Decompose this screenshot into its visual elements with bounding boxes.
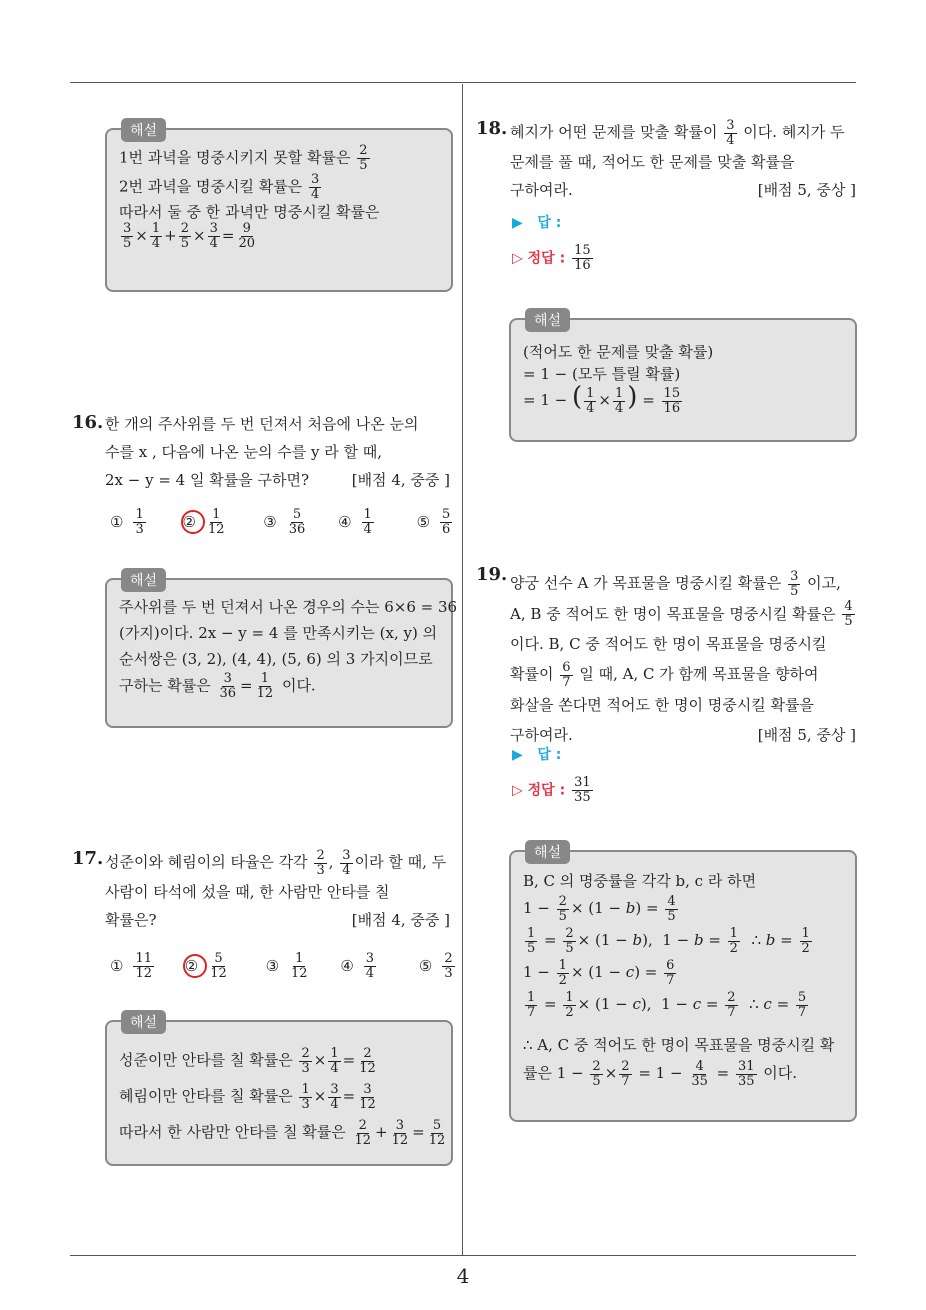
choice-3[interactable]: ③ $\frac{5}{36}$ (263, 507, 306, 537)
choice-1[interactable]: ① $\frac{11}{12}$ (110, 951, 152, 981)
answer-circle-icon (183, 954, 207, 978)
choice-5[interactable]: ⑤ $\frac{5}{6}$ (416, 507, 451, 537)
question-18-number: 18. (476, 118, 508, 139)
explanation-box-18: 해설 (적어도 한 문제를 맞출 확률) = 1 − (모두 틀릴 확률) = 1 − ( $\frac{1}{4}$ × $\frac{1}{4}$ ) = $\frac{15}{16}$ (509, 318, 857, 442)
choice-3[interactable]: ③ $\frac{1}{12}$ (265, 951, 308, 981)
explanation-line: 따라서 둘 중 한 과녁만 명중시킬 확률은 (119, 203, 380, 221)
explanation-box-19: 해설 B, C 의 명중률을 각각 b, c 라 하면 1 − $\frac{2}{5}$ × (1 − b) = $\frac{4}{5}$ $\frac{1}{5}$ = $\frac{2}{5}$ × (1 − b), 1 − b = $\frac{1}{2}$ ∴ b = $\frac{1}{2}$ 1 − $\frac{1}{2}$ × (1 − c) = $\frac{6}{7}$ $\frac{1}{7}$ = $\frac{1}{2}$ × (1 − c), 1 − c = $\frac{2}{7}$ ∴ c = $\frac{5}{7}$ ∴ A, C 중 적어도 한 명이 목표물을 명중시킬 확 률은 1 − $\frac{2}{5}$ × $\frac{2}{7}$ = 1 − $\frac{4}{35}$ = $\frac{31}{35}$ 이다. (509, 850, 857, 1122)
explanation-box-17: 해설 성준이만 안타를 칠 확률은 $\frac{2}{3}$ × $\frac{1}{4}$ = $\frac{2}{12}$ 혜림이만 안타를 칠 확률은 $\frac{1}{3}$ × $\frac{3}{4}$ = $\frac{3}{12}$ 따라서 한 사람만 안타를 칠 확률은 $\frac{2}{12}$ + $\frac{3}{12}$ = $\frac{5}{12}$ (105, 1020, 453, 1166)
question-16-choices[interactable] (110, 508, 454, 537)
question-19-meta: [배점 5, 중상 ] (757, 725, 856, 744)
question-19-number: 19. (476, 564, 508, 585)
question-16-text: 한 개의 주사위를 두 번 던져서 처음에 나온 눈의 수를 x , 다음에 나온 눈의 수를 y 라 할 때, 2x − y = 4 일 확률을 구하면? [배점 4, 중중 ] (105, 410, 450, 494)
choice-2[interactable]: ② $\frac{1}{12}$ (182, 507, 225, 537)
choice-4[interactable]: ④ $\frac{3}{4}$ (340, 951, 375, 981)
choice-1[interactable]: ① $\frac{1}{3}$ (110, 507, 144, 537)
question-18-text: 혜지가 어떤 문제를 맞출 확률이 $\frac{3}{4}$ 이다. 혜지가 두 문제를 풀 때, 적어도 한 문제를 맞출 확률을 구하여라. [배점 5, 중상 ] (510, 118, 856, 204)
explanation-tag: 해설 (121, 1010, 166, 1034)
explanation-line: 2번 과녁을 명중시킬 확률은 (119, 177, 303, 196)
question-17-number: 17. (72, 848, 104, 869)
choice-2[interactable]: ② $\frac{5}{12}$ (184, 951, 227, 981)
choice-4[interactable]: ④ $\frac{1}{4}$ (338, 507, 372, 537)
explanation-box-15: 해설 1번 과녁을 명중시키지 못할 확률은 $\frac{2}{5}$ 2번 과녁을 명중시킬 확률은 $\frac{3}{4}$ 따라서 둘 중 한 과녁만 명중시킬 확률은 $\frac{3}{5}$ × $\frac{1}{4}$ + $\frac{2}{5}$ × $\frac{3}{4}$ = $\frac{9}{20}$ (105, 128, 453, 292)
explanation-box-16: 해설 주사위를 두 번 던져서 나온 경우의 수는 6×6 = 36 (가지)이다. 2x − y = 4 를 만족시키는 (x, y) 의 순서쌍은 (3, 2), (4, 4), (5, 6) 의 3 가지이므로 구하는 확률은 $\frac{3}{36}$ = $\frac{1}{12}$ 이다. (105, 578, 453, 728)
choice-5[interactable]: ⑤ $\frac{2}{3}$ (418, 951, 453, 981)
explanation-tag: 해설 (525, 308, 570, 332)
answer-field-19[interactable]: ▶ 답 : (512, 747, 562, 763)
play-icon: ▶ (512, 215, 523, 231)
triangle-outline-icon: ▷ (512, 782, 523, 799)
question-19-text: 양궁 선수 A 가 목표물을 명중시킬 확률은 $\frac{3}{5}$ 이고, A, B 중 적어도 한 명이 목표물을 명중시킬 확률은 $\frac{4}{5}$ 이다. B, C 중 적어도 한 명이 목표물을 명중시킬 확률이 $\frac{6}{7}$ 일 때, A, C 가 함께 목표물을 향하여 화살을 쏜다면 적어도 한 명이 명중시킬 확률을 구하여라. [배점 5, 중상 ] (510, 568, 856, 750)
correct-answer-18: ▷ 정답 : $\frac{15}{16}$ (512, 243, 591, 273)
question-16-number: 16. (72, 412, 104, 433)
answer-circle-icon (181, 510, 205, 534)
answer-field-18[interactable]: ▶ 답 : (512, 215, 562, 231)
page-number: 4 (456, 1264, 470, 1288)
play-icon: ▶ (512, 747, 523, 763)
question-17-meta: [배점 4, 중중 ] (351, 910, 450, 929)
explanation-tag: 해설 (121, 568, 166, 592)
bottom-rule (70, 1255, 856, 1256)
top-rule (70, 82, 856, 83)
question-18-meta: [배점 5, 중상 ] (757, 180, 856, 199)
explanation-formula: $\frac{3}{5}$ × $\frac{1}{4}$ + $\frac{2}{5}$ × $\frac{3}{4}$ = $\frac{9}{20}$ (123, 221, 255, 251)
explanation-tag: 해설 (121, 118, 166, 142)
triangle-outline-icon: ▷ (512, 250, 523, 267)
explanation-line: 1번 과녁을 명중시키지 못할 확률은 (119, 148, 351, 167)
question-16-meta: [배점 4, 중중 ] (351, 471, 450, 489)
question-17-choices[interactable] (110, 952, 457, 981)
correct-answer-19: ▷ 정답 : $\frac{31}{35}$ (512, 775, 591, 805)
column-divider (462, 84, 463, 1256)
question-17-text: 성준이와 혜림이의 타율은 각각 $\frac{2}{3}$ , $\frac{3}{4}$ 이라 할 때, 두 사람이 타석에 섰을 때, 한 사람만 안타를 칠 확률은? [배점 4, 중중 ] (105, 848, 450, 934)
explanation-tag: 해설 (525, 840, 570, 864)
